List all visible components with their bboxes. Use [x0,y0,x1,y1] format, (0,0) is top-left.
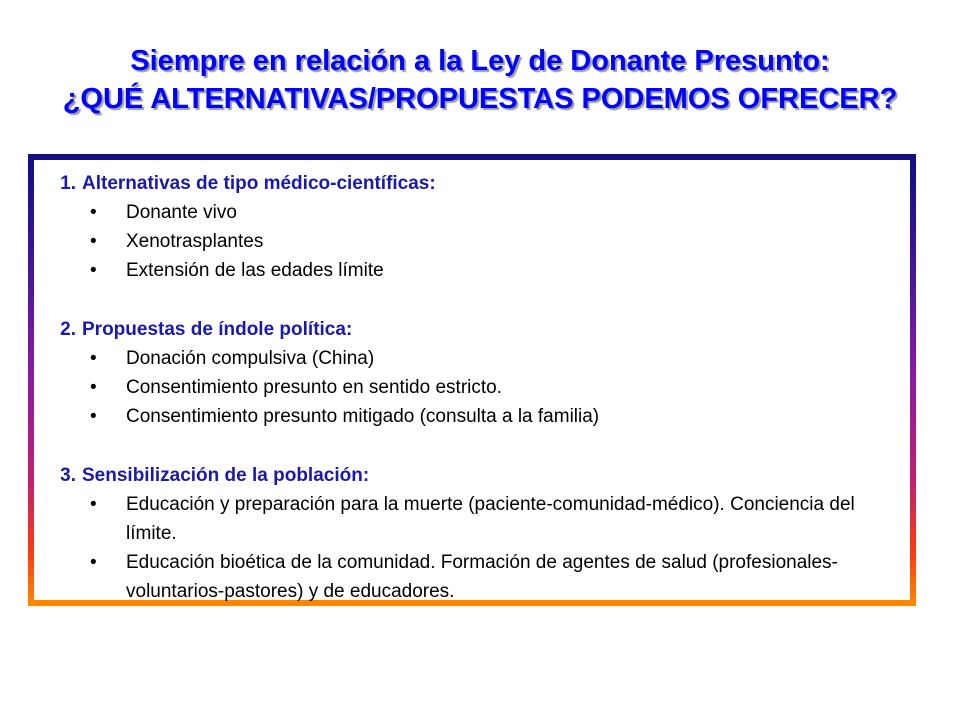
section-number: 2. [60,319,76,340]
section-medical [34,169,910,285]
list-item [34,373,910,402]
bullet-icon: • [90,348,97,369]
list-item-text: Educación bioética de la comunidad. Formación de agentes de salud (profesionales-voluntarios-pastores) y de educadores. [126,552,838,602]
list-item [34,548,910,606]
list-item-text: Consentimiento presunto mitigado (consulta a la familia) [126,406,600,427]
content-box [34,160,910,600]
bullet-icon: • [90,494,97,515]
section-title: Alternativas de tipo médico-científicas: [82,173,436,194]
list-item-text: Xenotrasplantes [126,231,264,252]
gradient-frame [28,154,916,606]
section-number: 1. [60,173,76,194]
section-heading [34,169,910,198]
list-item [34,402,910,431]
section-heading [34,315,910,344]
list-item-text: Donante vivo [126,202,237,223]
section-number: 3. [60,465,76,486]
title-line-2: ¿QUÉ ALTERNATIVAS/PROPUESTAS PODEMOS OFRECER? [62,83,898,115]
bullet-icon: • [90,260,97,281]
bullet-icon: • [90,377,97,398]
bullet-icon: • [90,552,97,573]
list-item [34,198,910,227]
section-title: Propuestas de índole política: [82,319,353,340]
list-item [34,490,910,548]
list-item-text: Consentimiento presunto en sentido estricto. [126,377,502,398]
list-item [34,256,910,285]
bullet-icon: • [90,202,97,223]
bullet-list [34,198,910,285]
bullet-list [34,344,910,431]
list-item-text: Extensión de las edades límite [126,260,384,281]
slide-title [0,42,960,118]
section-title: Sensibilización de la población: [82,465,370,486]
list-item [34,344,910,373]
section-political [34,315,910,431]
bullet-icon: • [90,231,97,252]
section-heading [34,461,910,490]
section-awareness [34,461,910,606]
bullet-icon: • [90,406,97,427]
title-line-1: Siempre en relación a la Ley de Donante Presunto: [130,45,830,77]
list-item [34,227,910,256]
list-item-text: Educación y preparación para la muerte (paciente-comunidad-médico). Conciencia del límite. [126,494,855,544]
list-item-text: Donación compulsiva (China) [126,348,375,369]
bullet-list [34,490,910,606]
